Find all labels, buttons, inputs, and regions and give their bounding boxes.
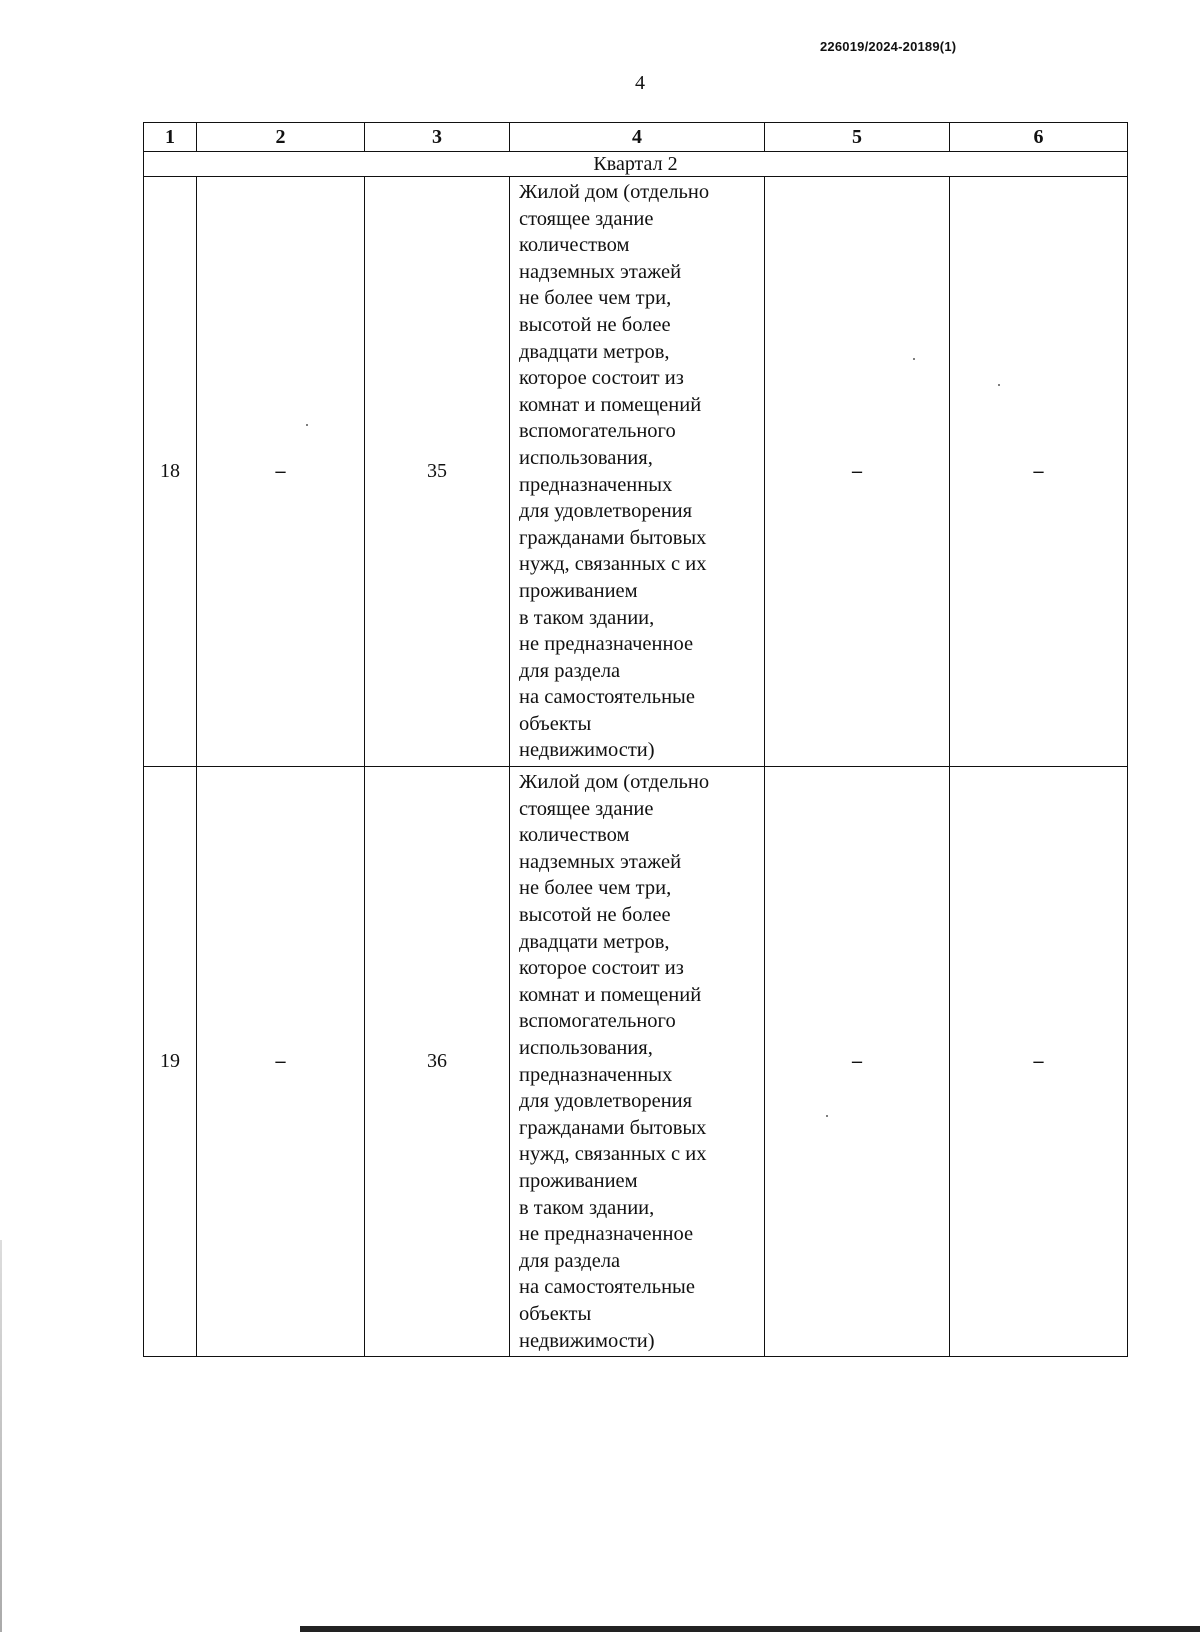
cell-col2: – xyxy=(197,177,365,767)
description-line: Жилой дом (отдельно xyxy=(519,181,710,203)
description-line: для раздела xyxy=(519,1249,621,1272)
cell-col3: 36 xyxy=(365,767,510,1357)
description-line: проживанием xyxy=(519,1169,638,1192)
column-header: 6 xyxy=(950,123,1128,152)
description-line: надземных этажей xyxy=(519,850,682,873)
column-header: 1 xyxy=(144,123,197,152)
column-header: 5 xyxy=(765,123,950,152)
cell-col6: – xyxy=(950,767,1128,1357)
description-line: которое состоит из xyxy=(519,957,684,980)
description-line: для раздела xyxy=(519,659,621,682)
description-line: вспомогательного xyxy=(519,1010,676,1033)
description-line: гражданами бытовых xyxy=(519,526,707,549)
description-line: использования, xyxy=(519,1037,653,1059)
cell-col6: – xyxy=(950,177,1128,767)
description-line: стоящее здание xyxy=(519,207,654,230)
description-line: не предназначенное xyxy=(519,1223,694,1246)
description-line: комнат и помещений xyxy=(519,983,702,1006)
description-line: объекты xyxy=(519,712,592,735)
description-line: стоящее здание xyxy=(519,797,654,820)
description-line: использования, xyxy=(519,446,653,469)
page-number: 4 xyxy=(635,72,645,94)
scan-edge-bottom xyxy=(300,1626,1200,1632)
description-line: предназначенных xyxy=(519,1063,673,1086)
description-line: количеством xyxy=(519,234,630,257)
row-number: 18 xyxy=(144,177,197,767)
description-line: надземных этажей xyxy=(519,260,682,283)
description-line: не предназначенное xyxy=(519,633,694,656)
description-line: предназначенных xyxy=(519,473,673,496)
description-line: для удовлетворения xyxy=(519,1090,693,1113)
description-line: которое состоит из xyxy=(519,367,684,390)
description-line: вспомогательного xyxy=(519,420,676,443)
description-line: недвижимости) xyxy=(519,739,655,762)
description-line: Жилой дом (отдельно xyxy=(519,771,710,794)
land-plots-table xyxy=(143,122,1128,1357)
cell-col5: – xyxy=(765,177,950,767)
description-line: недвижимости) xyxy=(519,1329,655,1352)
description-line: на самостоятельные xyxy=(519,1276,695,1299)
document-id: 226019/2024-20189(1) xyxy=(820,39,957,54)
section-row xyxy=(144,152,1128,177)
section-label: Квартал 2 xyxy=(144,152,1128,177)
row-number: 19 xyxy=(144,767,197,1357)
column-header: 4 xyxy=(510,123,765,152)
description-line: проживанием xyxy=(519,579,638,602)
description-line: в таком здании, xyxy=(519,1196,655,1219)
description-line: не более чем три, xyxy=(519,287,672,310)
description-line: количеством xyxy=(519,824,630,847)
cell-description xyxy=(510,767,765,1357)
description-line: в таком здании, xyxy=(519,606,655,629)
description-line: двадцати метров, xyxy=(519,930,670,953)
description-line: комнат и помещений xyxy=(519,393,702,416)
column-header: 2 xyxy=(197,123,365,152)
description-line: нужд, связанных с их xyxy=(519,1143,707,1166)
column-number-row xyxy=(144,123,1128,152)
description-line: двадцати метров, xyxy=(519,340,670,363)
cell-col5: – xyxy=(765,767,950,1357)
table-row xyxy=(144,177,1128,767)
cell-col2: – xyxy=(197,767,365,1357)
description-line: не более чем три, xyxy=(519,877,672,900)
scan-edge-left xyxy=(0,1240,2,1632)
description-line: высотой не более xyxy=(519,904,671,927)
cell-description xyxy=(510,177,765,767)
cell-col3: 35 xyxy=(365,177,510,767)
description-line: высотой не более xyxy=(519,313,671,336)
description-line: на самостоятельные xyxy=(519,686,695,709)
table-row xyxy=(144,767,1128,1357)
description-line: для удовлетворения xyxy=(519,500,693,523)
description-line: объекты xyxy=(519,1302,592,1325)
column-header: 3 xyxy=(365,123,510,152)
description-line: гражданами бытовых xyxy=(519,1116,707,1139)
description-line: нужд, связанных с их xyxy=(519,553,707,576)
